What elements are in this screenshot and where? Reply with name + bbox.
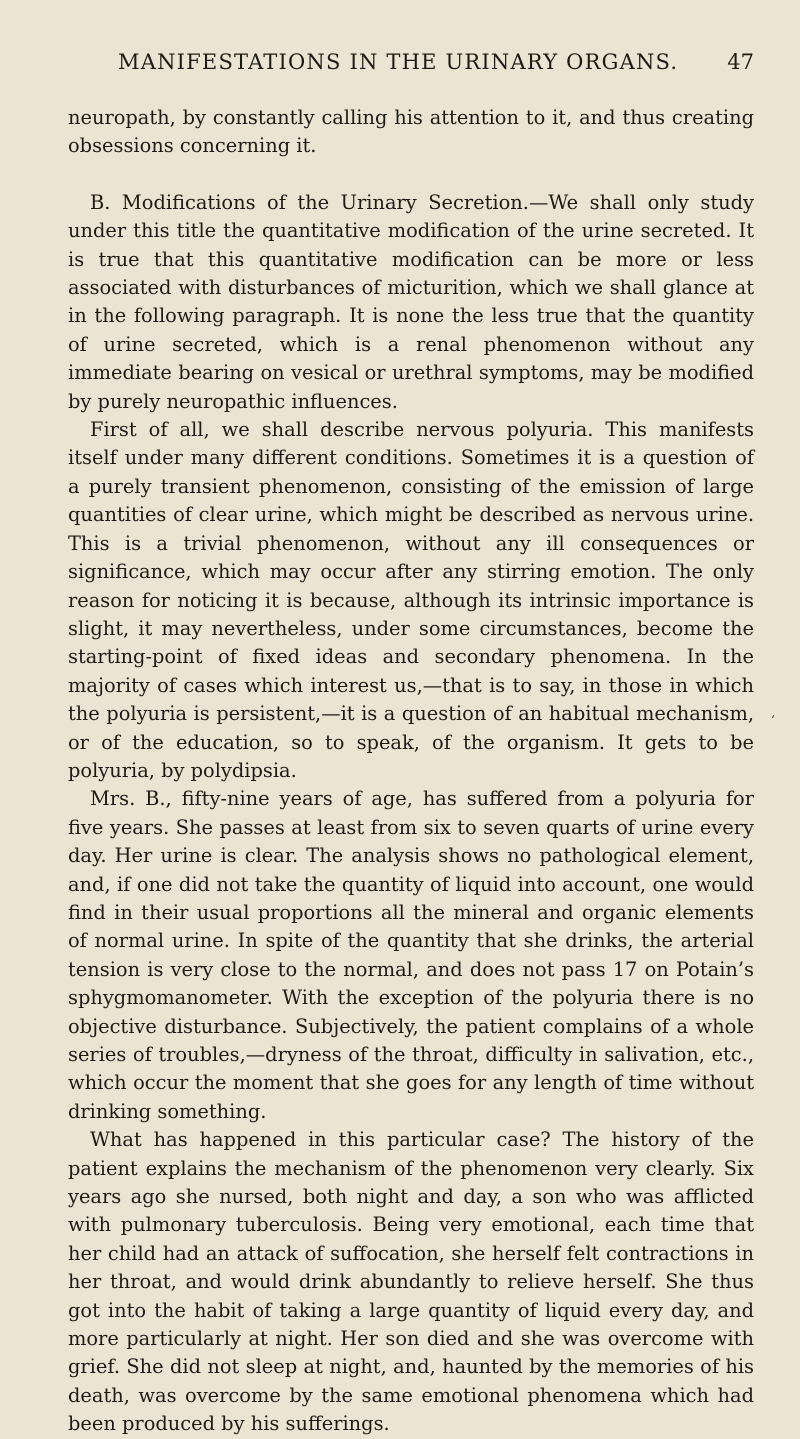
margin-mark: ‘ <box>771 713 775 727</box>
paragraph-case-history: What has happened in this particular case? The history of the patient explains the mechanism of the phenomenon very clearly. Six years ago she nursed, both night and day, a son who was afflicted with pulmonary tuberculosis. Being very emotional, each time that her child had an attack of suffocation, she herself felt contractions in her throat, and would drink abundantly to relieve herself. She thus got into the habit of taking a large quantity of liquid every day, and more particularly at night. Her son died and she was overcome with grief. She did not sleep at night, and, haunted by the memories of his death, was overcome by the same emotional phenomena which had been produced by his sufferings. <box>68 1128 754 1436</box>
body-text <box>68 104 754 1439</box>
paragraph-continuation: neuropath, by constantly calling his attention to it, and thus creating obsessions concerning it. <box>68 106 754 158</box>
paragraph-section-b <box>68 189 754 416</box>
paragraph-nervous-polyuria: First of all, we shall describe nervous polyuria. This manifests itself under many different conditions. Sometimes it is a question of a purely transient phenomenon, consisting of the emission of large quantities of clear urine, which might be described as nervous urine. This is a trivial phenomenon, without any ill consequences or significance, which may occur after any stirring emotion. The only reason for noticing it is because, although its intrinsic importance is slight, it may nevertheless, under some circumstances, become the starting-point of fixed ideas and secondary phenomena. In the majority of cases which interest us,—that is to say, in those in which the polyuria is persistent,—it is a question of an habitual mechanism, or of the education, so to speak, of the organism. It gets to be polyuria, by polydipsia. <box>68 418 754 782</box>
page-number: 47 <box>727 50 754 74</box>
paragraph-case-mrs-b: Mrs. B., fifty-nine years of age, has suffered from a polyuria for five years. She passes at least from six to seven quarts of urine every day. Her urine is clear. The analysis shows no pathological element, and, if one did not take the quantity of liquid into account, one would find in their usual proportions all the mineral and organic elements of normal urine. In spite of the quantity that she drinks, the arterial tension is very close to the normal, and does not pass 17 on Potain’s sphygmomanometer. With the exception of the polyuria there is no objective disturbance. Subjectively, the patient complains of a whole series of troubles,—dryness of the throat, difficulty in salivation, etc., which occur the moment that she goes for any length of time without drinking something. <box>68 787 754 1123</box>
section-text: —We shall only study under this title the quantitative modification of the urine secreted. It is true that this quantitative modification can be more or less associated with disturbances of micturition, which we shall glance at in the following paragraph. It is none the less true that the quantity of urine secreted, which is a renal phenomenon without any immediate bearing on vesical or urethral symptoms, may be modified by purely neuropathic influences. <box>68 190 754 413</box>
running-head <box>68 48 754 84</box>
running-title: MANIFESTATIONS IN THE URINARY ORGANS. <box>118 50 679 74</box>
section-heading: B. Modifications of the Urinary Secretion. <box>90 190 529 214</box>
